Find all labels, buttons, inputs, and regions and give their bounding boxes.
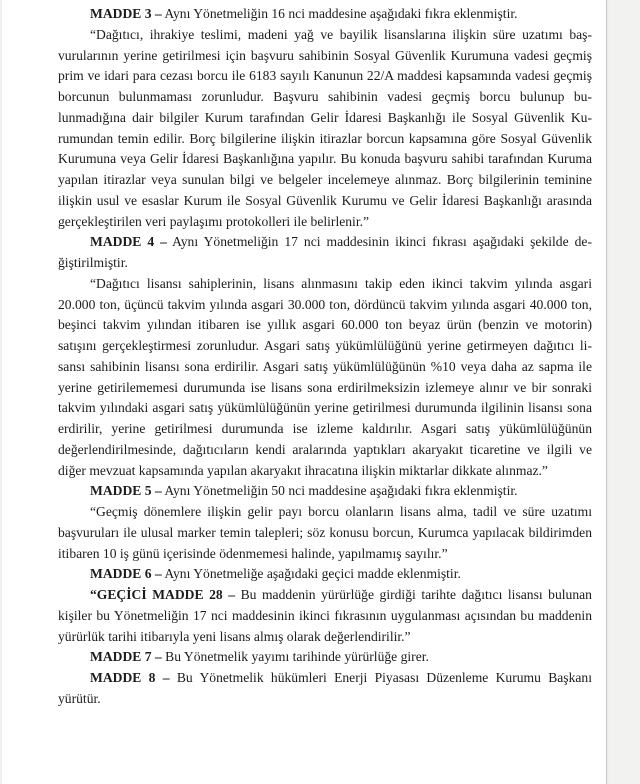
article-8-label: MADDE 8 –: [90, 670, 170, 685]
article-4: [58, 232, 592, 274]
article-4-quote: “Dağıtıcı lisansı sahiplerinin, lisans alınmasını takip eden ikinci takvim yılında asgari 20.000 ton, üçüncü takvim yılında asgari 30.000 ton, dördüncü takvim yılında asgari 40.000 ton, beşinci takvim yılından itibaren ise yıllık asgari 60.000 ton beyaz ürün (benzin ve motorin) satışını gerçekleştirmesi zorunludur. Asgari satış yükümlülüğünü yerine getirmeyen dağıtıcı lisansı sahibinin lisansı sona erdirilir. Asgari satış yükümlülüğünün %10 veya daha az sapma ile yerine getirilememesi durumunda ise lisans sona erdirilmeksizin izlemeye alınır ve bir sonraki takvim yılındaki asgari satış yükümlülüğünün yerine getirilmesi durumunda ilgilinin lisansı sona erdirilir, yerine getirilmesi durumunda ise izleme kaldırılır. Asgari satış yükümlülüğünün değerlendirilmesinde, dağıtıcıların kendi aralarında yaptıkları akaryakıt ticaretine ve ilgili ve diğer mevzuat kapsamında yapılan akaryakıt ihracatına ilişkin miktarlar dikkate alınmaz.”: [58, 275, 592, 478]
article-3-text: Aynı Yönetmeliğin 16 nci maddesine aşağıdaki fıkra eklenmiştir.: [164, 6, 518, 21]
article-3-label: MADDE 3 –: [90, 6, 162, 21]
temporary-article-28: [58, 585, 592, 647]
article-7-text: Bu Yönetmelik yayımı tarihinde yürürlüğe girer.: [165, 649, 429, 665]
article-3: [58, 4, 592, 25]
article-8-text: Bu Yönetmelik hükümleri Enerji Piyasası Düzenleme Kurumu Başkanı yürütür.: [58, 670, 592, 706]
article-5-text: Aynı Yönetmeliğin 50 nci maddesine aşağıdaki fıkra eklenmiştir.: [164, 483, 518, 499]
article-5-label: MADDE 5 –: [90, 483, 162, 499]
article-3-quote: “Dağıtıcı, ihrakiye teslimi, madeni yağ ve bayilik lisanslarına ilişkin süre uzatımı başvurularının yerine getirilmesi için başvuru sahibinin Sosyal Güvenlik Kurumuna vadesi geçmiş prim ve idari para cezası borcu ile 6183 sayılı Kanunun 22/A maddesi kapsamında vadesi geçmiş borcunun bulunmaması zorunludur. Başvuru sahibinin vadesi geçmiş borcu bulunup bulunmadığına dair bilgiler Kurum tarafından Gelir İdaresi Başkanlığı ile Sosyal Güvenlik Kurumundan temin edilir. Borç bilgilerine ilişkin itirazlar borcun kapsamına göre Sosyal Güvenlik Kurumuna veya Gelir İdaresi Başkanlığına yapılır. Bu konuda başvuru sahibi tarafından Kuruma yapılan itirazlar veya sunulan bilgi ve belgeler incelemeye alınmaz. Borç bilgilerinin teminine ilişkin usul ve esaslar Kurum ile Sosyal Güvenlik Kurumu ve Gelir İdaresi Başkanlığı arasında gerçekleştirilen veri paylaşımı protokolleri ile belirlenir.”: [58, 26, 592, 229]
article-6: [58, 564, 592, 585]
document-page: [2, 0, 606, 784]
page-edge-divider: [606, 0, 607, 784]
article-6-text: Aynı Yönetmeliğe aşağıdaki geçici madde eklenmiştir.: [164, 566, 461, 582]
article-8: [58, 668, 592, 710]
article-6-label: MADDE 6 –: [90, 566, 162, 582]
article-5: [58, 481, 592, 502]
article-4-label: MADDE 4 –: [90, 234, 167, 250]
article-7: [58, 647, 592, 668]
regulation-text: [58, 4, 592, 710]
article-5-quote: “Geçmiş dönemlere ilişkin gelir payı borcu olanların lisans alma, tadil ve süre uzatımı başvuruları ile ulusal marker temin talepleri; söz konusu borcun, Kurumca yapılacak bildirimden itibaren 10 iş günü içerisinde ödenmemesi halinde, yapılmamış sayılır.”: [58, 504, 592, 561]
temporary-article-28-label: “GEÇİCİ MADDE 28 –: [90, 587, 236, 602]
temporary-article-28-text: Bu maddenin yürürlüğe girdiği tarihte dağıtıcı lisansı bulunan kişiler bu Yönetmeliğin 17 nci maddesinin ikinci fıkrasının uygulanması açısından bu maddenin yürürlük tarihi itibarıyla yeni lisans almış olarak değerlendirilir.”: [58, 587, 592, 644]
article-4-text: Aynı Yönetmeliğin 17 nci maddesinin ikinci fıkrası aşağıdaki şekilde değiştirilmiştir.: [58, 234, 592, 270]
article-7-label: MADDE 7 –: [90, 649, 162, 665]
